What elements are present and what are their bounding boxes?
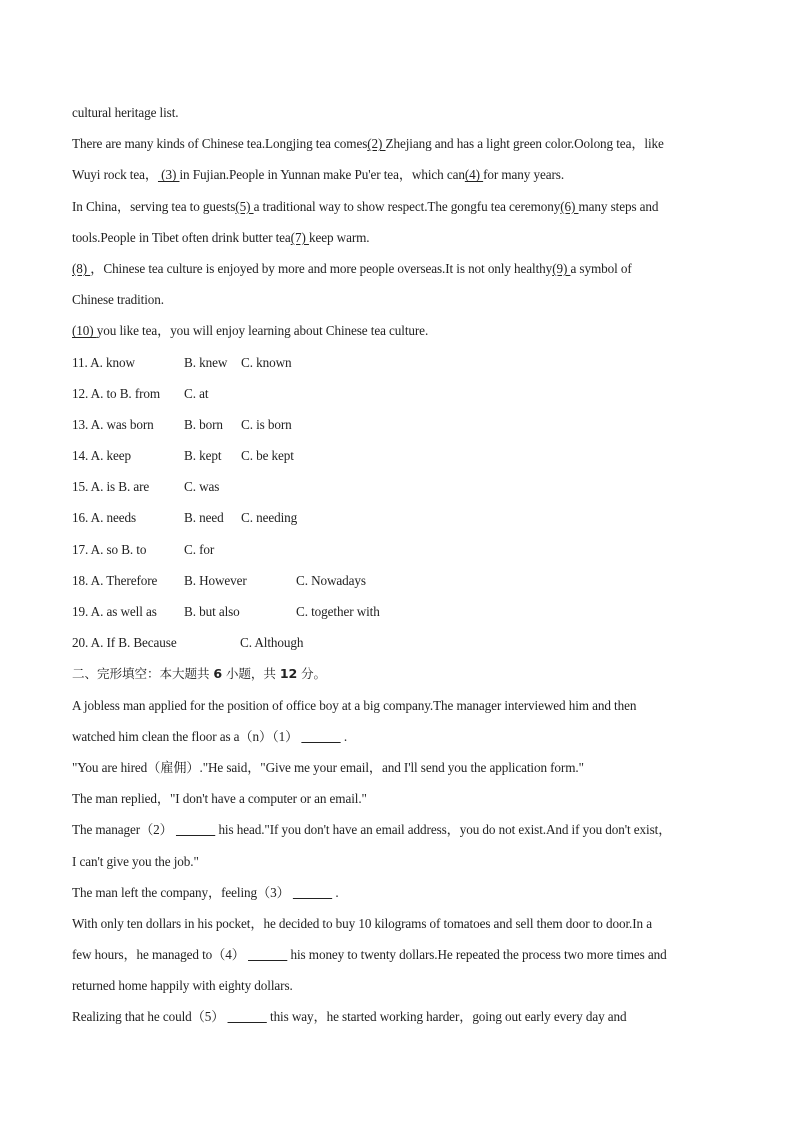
blank-number: (8) [72,260,91,276]
passage-line [72,1001,732,1032]
option-a: 19. A. as well as [72,604,157,619]
text: There are many kinds of Chinese tea.Longjing tea comes [72,136,368,152]
option-c: C. be kept [241,448,294,464]
text: Realizing that he could（5） [72,1009,225,1025]
passage-line [72,752,732,783]
option-c: C. was [184,479,220,495]
option-b: B. knew [184,354,228,370]
blank-number: (10) [72,323,97,339]
text: Chinese tradition. [72,292,164,308]
text: I can't give you the job." [72,853,199,869]
blank-number: (3) [157,167,180,183]
answer-blank [301,721,340,752]
text: you like tea，you will enjoy learning about Chinese tea culture. [96,323,429,339]
option-c: C. Although [240,635,304,651]
score-total: 12 [279,666,298,682]
question-count: 6 [213,666,223,682]
option-row [72,502,732,533]
option-a: 16. A. needs [72,510,136,526]
text: his money to twenty dollars.He repeated the process two more times and [290,947,667,963]
option-a: 18. A. Therefore [72,572,158,588]
section-heading [72,658,732,689]
option-b: B. but also [184,604,240,619]
text: Wuyi rock tea， [72,167,158,183]
heading-text: 小题，共 [225,666,276,682]
option-ab: 17. A. so B. to [72,541,147,557]
text: watched him clean the floor as a（n）（1） [72,728,299,744]
heading-text: 分。 [301,666,327,682]
text: tools.People in Tibet often drink butter tea [72,229,291,245]
option-row [72,471,732,502]
option-ab: 12. A. to B. from [72,385,161,401]
document-page [72,97,732,1033]
option-c: C. known [241,354,292,370]
passage-line [72,877,732,908]
text: returned home happily with eighty dollars. [72,978,293,994]
passage-line [72,284,732,315]
passage-line [72,191,732,222]
text: few hours，he managed to（4） [72,947,245,963]
passage-line [72,814,732,845]
passage-line [72,970,732,1001]
option-c: C. Nowadays [296,572,366,588]
option-ab: 20. A. If B. Because [72,635,177,651]
text: . [343,728,348,744]
text: in Fujian.People in Yunnan make Pu'er tea，which can [179,167,465,183]
passage-line [72,222,732,253]
text: ，Chinese tea culture is enjoyed by more and more people overseas.It is not only healthy [90,260,553,276]
option-b: B. kept [184,448,222,464]
text: for many years. [483,167,565,183]
passage-line [72,690,732,721]
passage-line [72,253,732,284]
passage-line [72,128,732,159]
text: cultural heritage list. [72,105,179,120]
passage-line [72,315,732,346]
answer-blank [176,814,215,845]
text: many steps and [578,198,659,214]
text: In China，serving tea to guests [72,198,236,214]
passage-line [72,939,732,970]
blank-number: (4) [464,167,484,183]
option-c: C. needing [241,510,298,526]
option-a: 11. A. know [72,354,135,370]
text: With only ten dollars in his pocket，he decided to buy 10 kilograms of tomatoes and sell them door to door.In a [72,915,652,931]
blank-number: (2) [367,136,386,152]
option-row [72,378,732,409]
answer-blank [293,877,332,908]
passage-line [72,908,732,939]
option-row [72,409,732,440]
text: The man replied，"I don't have a computer or an email." [72,791,367,807]
option-b: B. born [184,416,223,432]
option-c: C. at [184,385,209,401]
passage-line [72,846,732,877]
blank-number: (6) [560,198,579,214]
passage-line [72,97,732,128]
passage-line [72,159,732,190]
text: "You are hired（雇佣）."He said，"Give me your email，and I'll send you the application form." [72,759,584,775]
option-row [72,347,732,378]
option-row [72,534,732,565]
text: The manager（2） [72,822,173,838]
heading-text: 二、完形填空：本大题共 [72,666,210,682]
passage-line [72,783,732,814]
text: The man left the company，feeling（3） [72,884,290,900]
option-a: 13. A. was born [72,416,154,432]
option-b: B. However [184,572,247,588]
passage-line [72,721,732,752]
text: Zhejiang and has a light green color.Oolong tea，like [385,136,664,152]
answer-blank [248,939,287,970]
blank-number: (9) [552,260,571,276]
blank-number: (5) [235,198,254,214]
option-row [72,440,732,471]
option-b: B. need [184,510,224,526]
option-c: C. is born [241,416,292,432]
text: . [335,884,339,900]
answer-blank [228,1001,267,1032]
text: A jobless man applied for the position of office boy at a big company.The manager interviewed him and then [72,697,637,713]
option-ab: 15. A. is B. are [72,479,150,495]
text: his head."If you don't have an email address，you do not exist.And if you don't exist， [218,822,672,838]
text: keep warm. [308,229,370,245]
text: a symbol of [570,260,632,276]
option-c: C. for [184,541,215,557]
option-row [72,565,732,596]
option-c: C. together with [296,604,380,619]
option-row [72,596,732,627]
option-a: 14. A. keep [72,448,131,464]
blank-number: (7) [290,229,309,245]
text: a traditional way to show respect.The gongfu tea ceremony [253,198,561,214]
text: this way，he started working harder，going out early every day and [270,1009,627,1025]
option-row [72,627,732,658]
